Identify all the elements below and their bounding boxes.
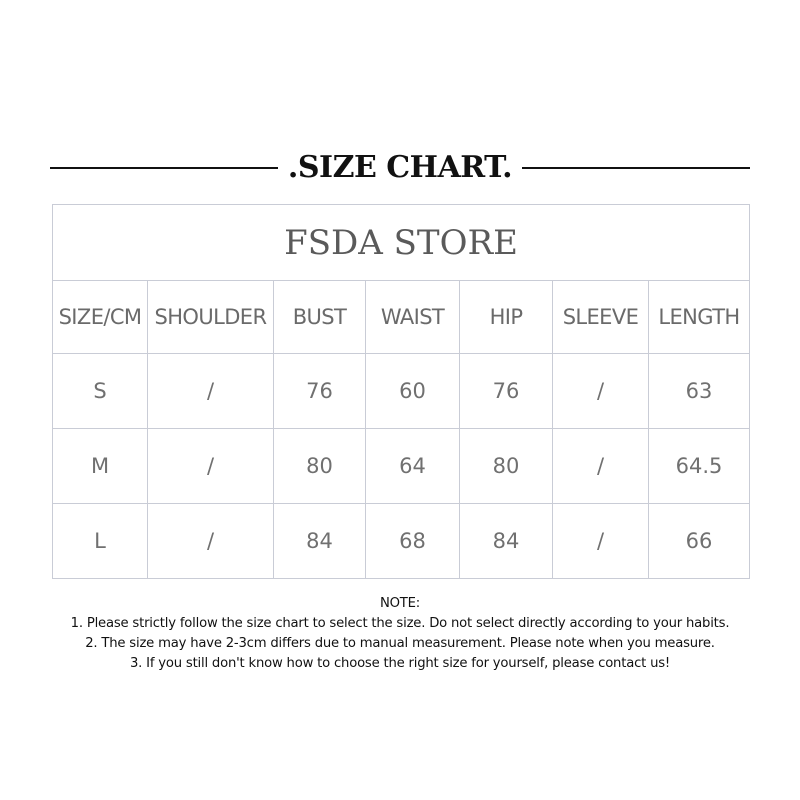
table-cell: / bbox=[553, 354, 649, 429]
notes-heading: NOTE: bbox=[379, 596, 421, 611]
table-cell: / bbox=[553, 504, 649, 579]
column-header: HIP bbox=[460, 281, 553, 354]
column-header: LENGTH bbox=[649, 281, 750, 354]
table-cell: 76 bbox=[274, 354, 366, 429]
table-cell: 63 bbox=[649, 354, 750, 429]
note-line: 1. Please strictly follow the size chart to select the size. Do not select directly according to your habits. bbox=[70, 616, 730, 631]
size-chart-header bbox=[50, 145, 750, 191]
table-cell: / bbox=[148, 354, 274, 429]
note-line: 2. The size may have 2-3cm differs due to manual measurement. Please note when you measure. bbox=[85, 636, 715, 651]
table-cell: M bbox=[53, 429, 148, 504]
note-line: 3. If you still don't know how to choose the right size for yourself, please contact us! bbox=[129, 656, 671, 671]
header-row bbox=[53, 281, 750, 354]
table-cell: 84 bbox=[274, 504, 366, 579]
table-cell: 80 bbox=[274, 429, 366, 504]
notes-section bbox=[0, 594, 800, 674]
table-cell: / bbox=[148, 429, 274, 504]
table-cell: 80 bbox=[460, 429, 553, 504]
size-table bbox=[52, 204, 750, 579]
table-cell: 84 bbox=[460, 504, 553, 579]
table-row bbox=[53, 429, 750, 504]
title-rule-right bbox=[522, 167, 750, 169]
table-row bbox=[53, 504, 750, 579]
table-cell: / bbox=[553, 429, 649, 504]
column-header: SHOULDER bbox=[148, 281, 274, 354]
page-title: .SIZE CHART. bbox=[287, 150, 513, 185]
column-header: SLEEVE bbox=[553, 281, 649, 354]
title-rule-left bbox=[50, 167, 278, 169]
column-header: WAIST bbox=[366, 281, 460, 354]
table-cell: 76 bbox=[460, 354, 553, 429]
column-header: BUST bbox=[274, 281, 366, 354]
table-row bbox=[53, 354, 750, 429]
store-row bbox=[53, 205, 750, 281]
table-cell: / bbox=[148, 504, 274, 579]
table-cell: 60 bbox=[366, 354, 460, 429]
store-name: FSDA STORE bbox=[53, 205, 750, 281]
table-cell: 64 bbox=[366, 429, 460, 504]
table-cell: S bbox=[53, 354, 148, 429]
table-cell: 64.5 bbox=[649, 429, 750, 504]
column-header: SIZE/CM bbox=[53, 281, 148, 354]
table-cell: L bbox=[53, 504, 148, 579]
table-cell: 68 bbox=[366, 504, 460, 579]
table-cell: 66 bbox=[649, 504, 750, 579]
